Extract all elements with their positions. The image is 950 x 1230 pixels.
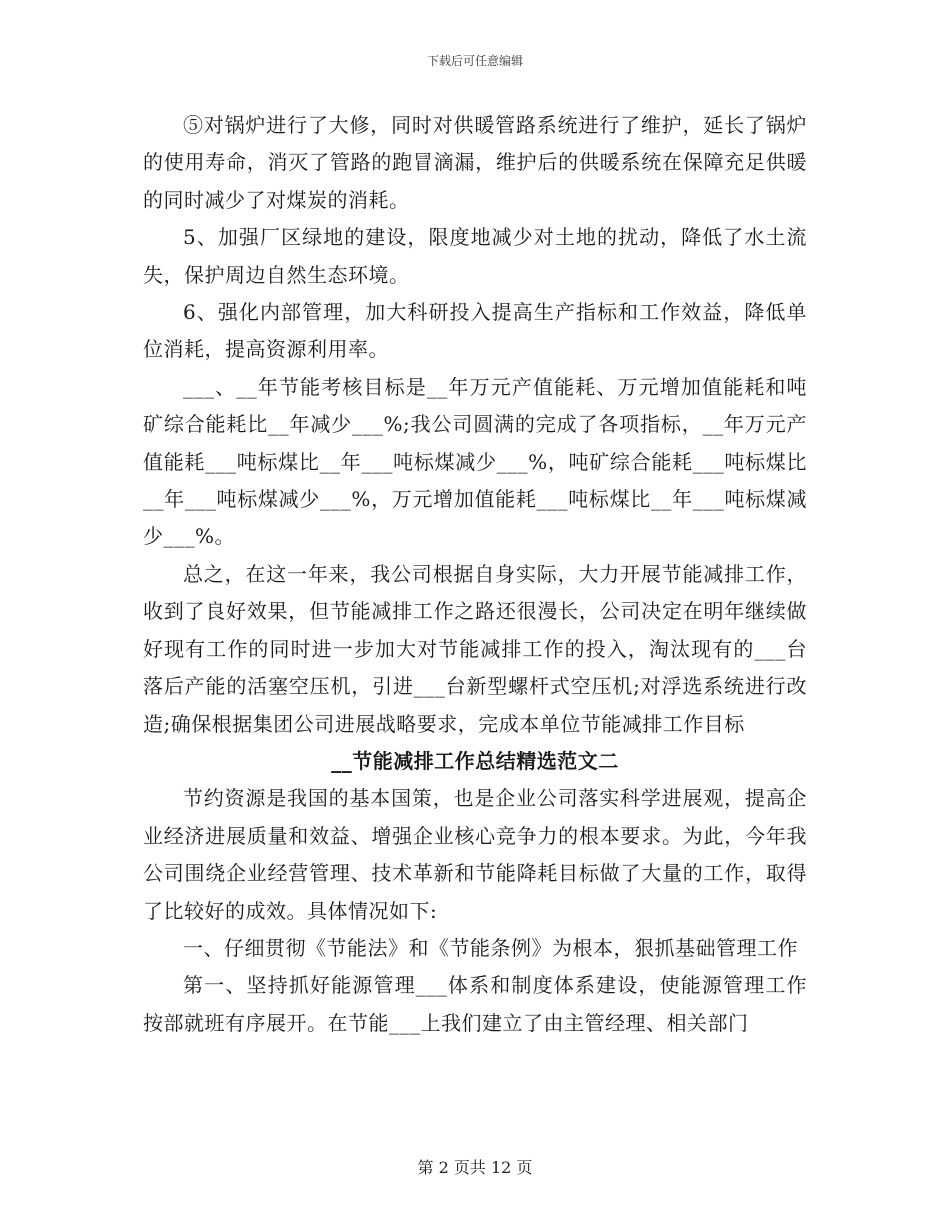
paragraph-green-area: 5、加强厂区绿地的建设，限度地减少对土地的扰动，降低了水土流失，保护周边自然生态环境。 [143, 225, 807, 287]
page-header: 下载后可任意编辑 [426, 54, 523, 68]
paragraph-energy-targets: ___、__年节能考核目标是__年万元产值能耗、万元增加值能耗和吨矿综合能耗比__年减少___%;我公司圆满的完成了各项指标，__年万元产值能耗___吨标煤比__年___吨标煤减少___%，吨矿综合能耗___吨标煤比__年___吨标煤减少___%，万元增加值能耗___吨标煤比__年___吨标煤减少___%。 [143, 374, 807, 549]
document-body [143, 107, 807, 1042]
section-title: __节能减排工作总结精选范文二 [331, 748, 619, 773]
paragraph-intro-two: 节约资源是我国的基本国策，也是企业公司落实科学进展观，提高企业经济进展质量和效益、增强企业核心竞争力的根本要求。为此，今年我公司围绕企业经营管理、技术革新和节能降耗目标做了大量的工作，取得了比较好的成效。具体情况如下: [143, 786, 807, 923]
paragraph-heading-one: 一、仔细贯彻《节能法》和《节能条例》为根本，狠抓基础管理工作 [183, 935, 798, 960]
page-number: 第 2 页共 12 页 [417, 1158, 533, 1177]
paragraph-first-point: 第一、坚持抓好能源管理___体系和制度体系建设，使能源管理工作按部就班有序展开。在节能___上我们建立了由主管经理、相关部门 [143, 973, 807, 1035]
paragraph-internal-management: 6、强化内部管理，加大科研投入提高生产指标和工作效益，降低单位消耗，提高资源利用率。 [143, 300, 807, 362]
paragraph-boiler-repair: ⑤对锅炉进行了大修，同时对供暖管路系统进行了维护，延长了锅炉的使用寿命，消灭了管路的跑冒滴漏，维护后的供暖系统在保障充足供暖的同时减少了对煤炭的消耗。 [143, 113, 807, 212]
paragraph-summary: 总之，在这一年来，我公司根据自身实际，大力开展节能减排工作，收到了良好效果，但节能减排工作之路还很漫长，公司决定在明年继续做好现有工作的同时进一步加大对节能减排工作的投入，淘汰现有的___台落后产能的活塞空压机，引进___台新型螺杆式空压机;对浮选系统进行改造;确保根据集团公司进展战略要求，完成本单位节能减排工作目标 [143, 561, 807, 736]
